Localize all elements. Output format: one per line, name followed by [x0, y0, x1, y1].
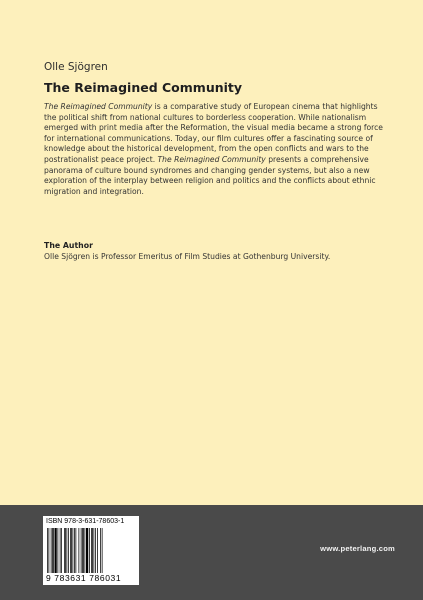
blurb-body-2: presents a comprehensive panorama of culture bound syndromes and changing gender systems, but also a new exploration of the interplay between religion and politics and the conflicts about ethnic migration and integration. — [44, 154, 376, 196]
blurb-title-1: The Reimagined Community — [44, 102, 153, 111]
author-name: Olle Sjögren — [44, 61, 108, 73]
barcode-image — [47, 528, 135, 573]
blurb-title-2: The Reimagined Community — [157, 154, 266, 164]
blurb-body-1: is a comparative study of European cinema that highlights the political shift from national cultures to borderless cooperation. While nationalism emerged with print media after the Reformation, the visual media became a strong force for international communications. Today, our film cultures offer a fascinating source of knowledge about the historical development, from the open conflicts and wars to the postrationalist peace project. — [44, 102, 383, 164]
author-bio: Olle Sjögren is Professor Emeritus of Film Studies at Gothenburg University. — [44, 252, 331, 261]
isbn-label: ISBN 978-3-631-78603-1 — [46, 518, 125, 525]
book-title: The Reimagined Community — [44, 80, 243, 95]
publisher-url[interactable]: www.peterlang.com — [320, 544, 395, 553]
blurb-text — [44, 102, 386, 197]
author-section-heading: The Author — [44, 241, 93, 250]
barcode-box — [43, 516, 139, 585]
barcode-digits: 9 783631 786031 — [46, 573, 122, 583]
